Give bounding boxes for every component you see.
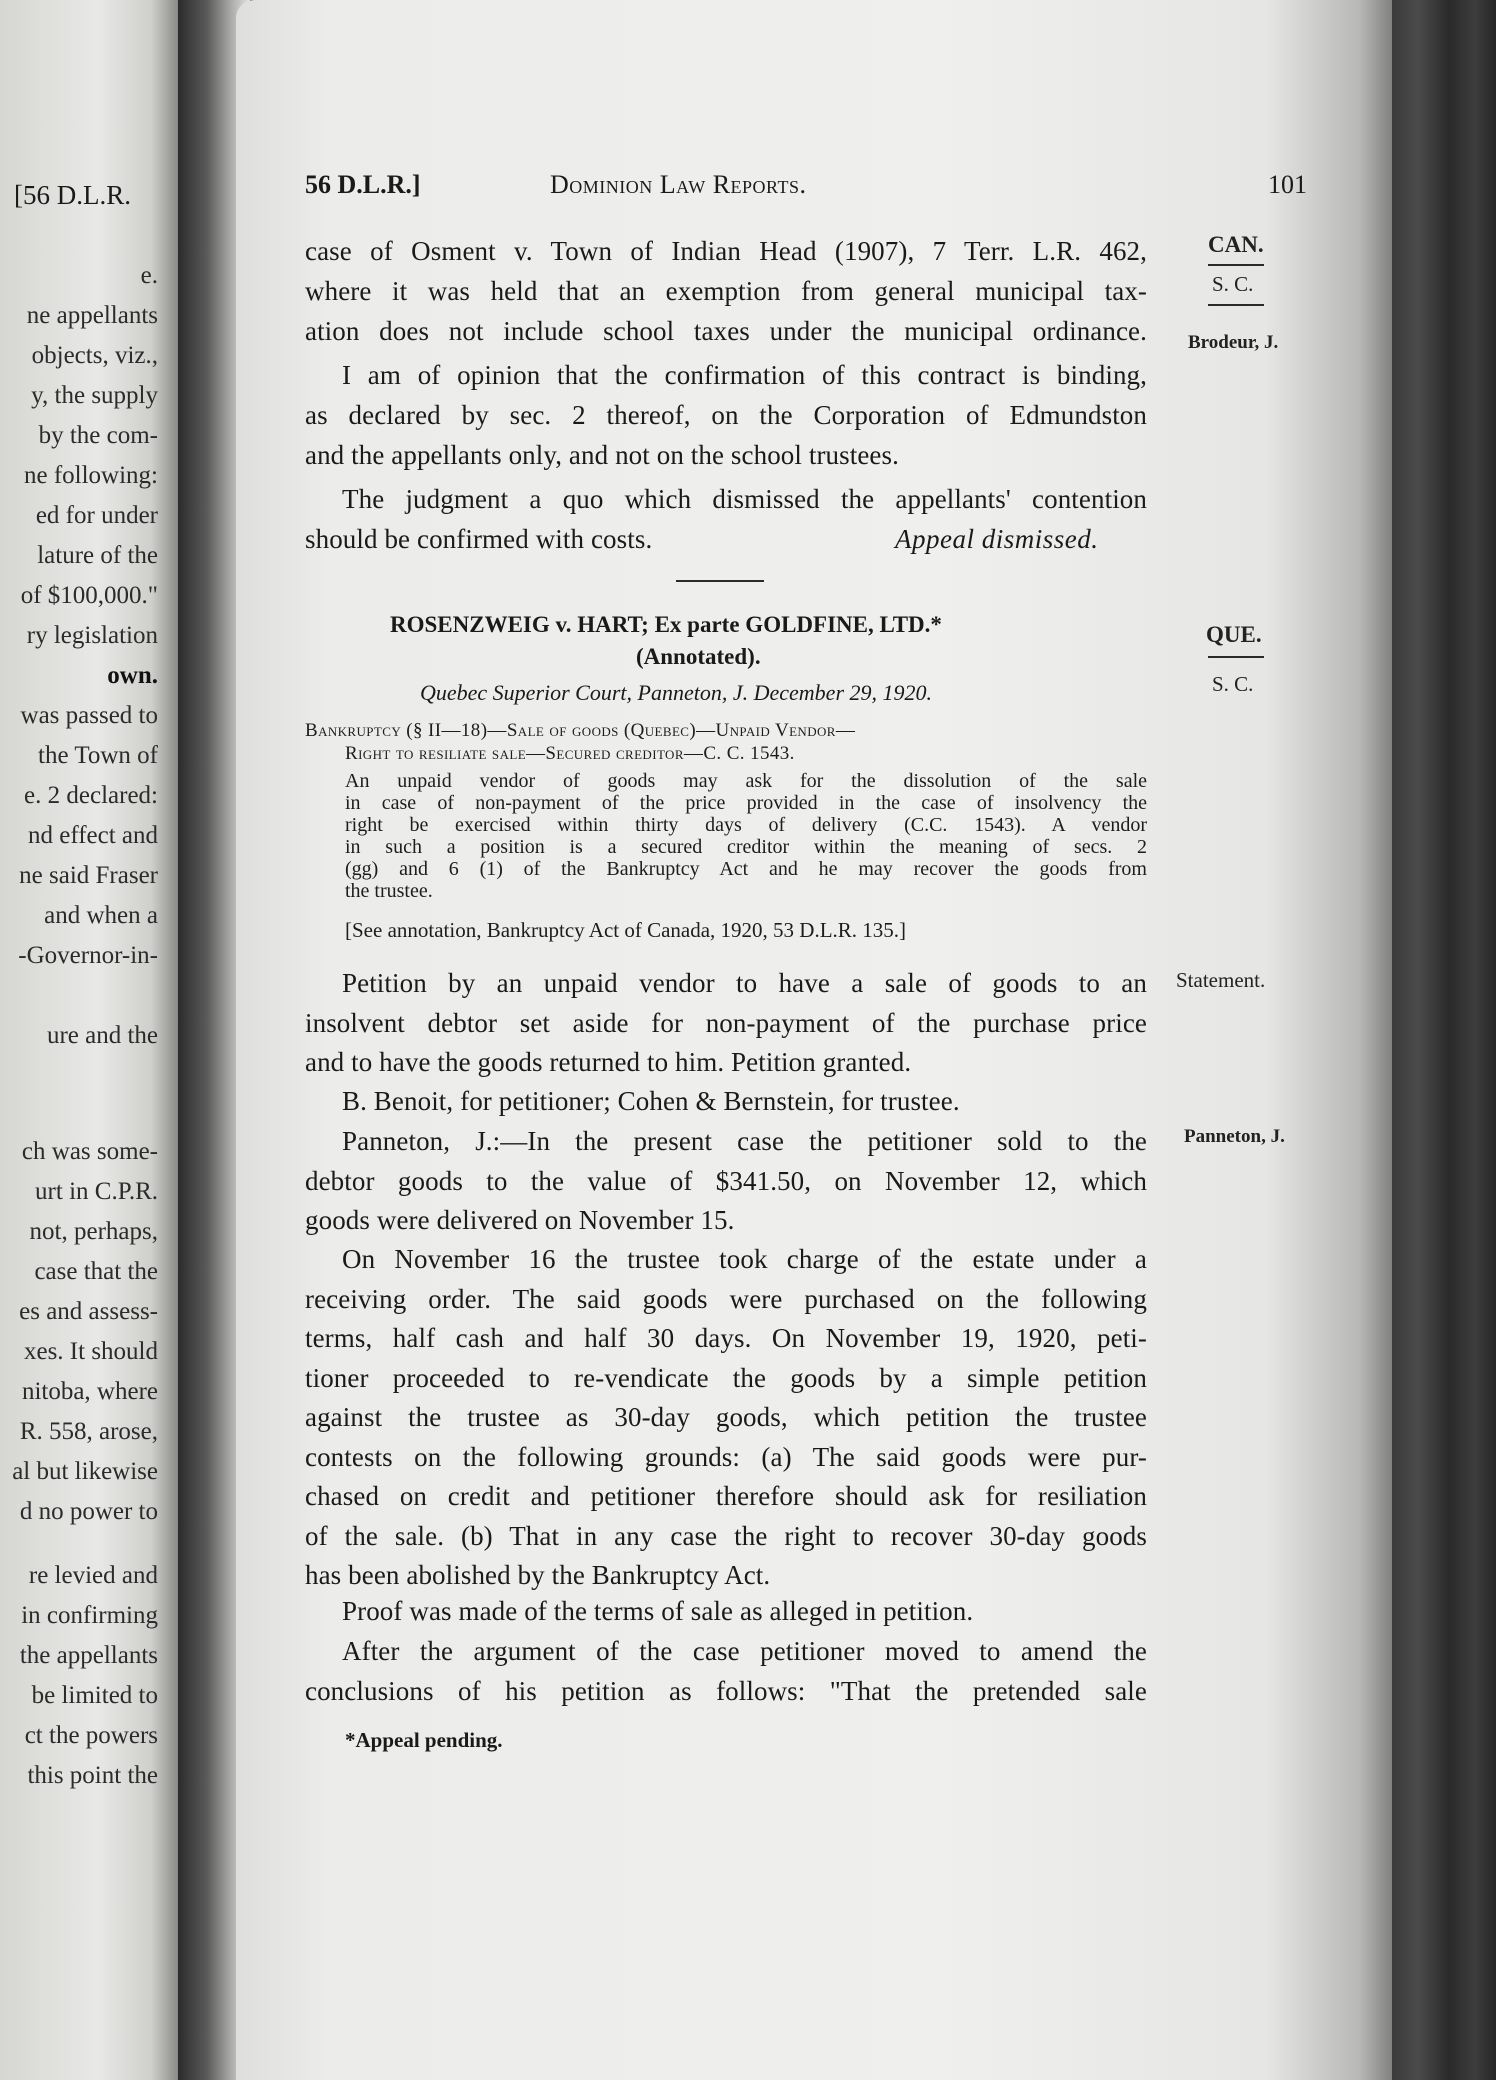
text-line: as declared by sec. 2 thereof, on the Corporation of Edmundston	[305, 400, 1147, 430]
left-page-line: in confirming	[21, 1602, 158, 1629]
left-page-line: be limited to	[31, 1682, 158, 1709]
text-line: On November 16 the trustee took charge of the estate under a	[342, 1244, 1147, 1274]
headnote-line: An unpaid vendor of goods may ask for the dissolution of the sale	[345, 770, 1147, 792]
margin-rule	[1208, 304, 1264, 306]
court-line: Quebec Superior Court, Panneton, J. December 29, 1920.	[420, 680, 933, 705]
headnote-line: the trustee.	[345, 880, 433, 902]
text-line: I am of opinion that the confirmation of this contract is binding,	[342, 360, 1147, 390]
left-page-line: this point the	[27, 1762, 158, 1789]
left-page-line: d no power to	[19, 1498, 158, 1525]
volume-reference: 56 D.L.R.]	[305, 170, 421, 199]
margin-court-que: QUE.	[1206, 622, 1262, 647]
text-line: The judgment a quo which dismissed the appellants' contention	[342, 484, 1147, 514]
left-page-fragment	[0, 0, 178, 2080]
text-line: tioner proceeded to re-vendicate the goods by a simple petition	[305, 1363, 1147, 1393]
text-line: chased on credit and petitioner therefore should ask for resiliation	[305, 1481, 1147, 1511]
left-page-line: e.	[140, 262, 158, 289]
footnote: *Appeal pending.	[345, 1728, 503, 1752]
left-page-line: not, perhaps,	[29, 1218, 158, 1245]
left-page-line: ure and the	[46, 1022, 158, 1049]
margin-statement: Statement.	[1176, 968, 1266, 992]
text-line: terms, half cash and half 30 days. On November 19, 1920, peti-	[305, 1323, 1147, 1353]
left-page-line: nitoba, where	[21, 1378, 158, 1405]
annotation-reference: [See annotation, Bankruptcy Act of Canada, 1920, 53 D.L.R. 135.]	[345, 918, 907, 942]
disposition: Appeal dismissed.	[895, 524, 1099, 554]
case-title: ROSENZWEIG v. HART; Ex parte GOLDFINE, LTD.*	[390, 612, 942, 637]
text-line: case of Osment v. Town of Indian Head (1907), 7 Terr. L.R. 462,	[305, 236, 1147, 266]
margin-court-sc-2: S. C.	[1212, 672, 1254, 696]
main-page	[236, 0, 1406, 2080]
left-page-line: urt in C.P.R.	[35, 1178, 158, 1205]
left-page-line: xes. It should	[23, 1338, 158, 1365]
left-page-line: the Town of	[38, 742, 158, 769]
left-page-line: es and assess-	[19, 1298, 158, 1325]
text-line: debtor goods to the value of $341.50, on November 12, which	[305, 1166, 1147, 1196]
text-line: of the sale. (b) That in any case the right to recover 30-day goods	[305, 1521, 1147, 1551]
left-page-line: -Governor-in-	[18, 942, 158, 969]
text-line: has been abolished by the Bankruptcy Act.	[305, 1560, 771, 1590]
margin-rule	[1208, 264, 1264, 266]
margin-rule	[1208, 656, 1264, 658]
headnote-topic: Right to resiliate sale—Secured creditor—C. C. 1543.	[345, 743, 795, 764]
headnote-topic: Bankruptcy (§ II—18)—Sale of goods (Quebec)—Unpaid Vendor—	[305, 720, 856, 741]
text-line: against the trustee as 30-day goods, which petition the trustee	[305, 1402, 1147, 1432]
left-page-line: re levied and	[28, 1562, 158, 1589]
left-page-line: ry legislation	[26, 622, 158, 649]
left-page-line: R. 558, arose,	[19, 1418, 158, 1445]
left-page-line: ne following:	[23, 462, 158, 489]
left-page-line: the appellants	[19, 1642, 158, 1669]
headnote-line: (gg) and 6 (1) of the Bankruptcy Act and he may recover the goods from	[345, 858, 1147, 880]
left-page-line: ne appellants	[26, 302, 158, 329]
page-edge-shadow	[1392, 0, 1496, 2080]
text-line: and the appellants only, and not on the school trustees.	[305, 440, 899, 470]
margin-court-can: CAN.	[1208, 232, 1264, 257]
left-page-line: case that the	[34, 1258, 158, 1285]
text-line: Proof was made of the terms of sale as alleged in petition.	[342, 1596, 974, 1626]
left-page-line: objects, viz.,	[31, 342, 158, 369]
left-page-line: by the com-	[38, 422, 158, 449]
text-line: should be confirmed with costs.	[305, 524, 653, 554]
left-page-line: ct the powers	[24, 1722, 158, 1749]
text-line: conclusions of his petition as follows: "That the pretended sale	[305, 1676, 1147, 1706]
headnote-line: right be exercised within thirty days of delivery (C.C. 1543). A vendor	[345, 814, 1147, 836]
text-line: Petition by an unpaid vendor to have a sale of goods to an	[342, 968, 1147, 998]
text-line: ation does not include school taxes under the municipal ordinance.	[305, 316, 1147, 346]
headnote-line: in such a position is a secured creditor within the meaning of secs. 2	[345, 836, 1147, 858]
left-page-line: own.	[107, 662, 158, 689]
left-page-line: ch was some-	[21, 1138, 158, 1165]
text-line: After the argument of the case petitioner moved to amend the	[342, 1636, 1147, 1666]
text-line: receiving order. The said goods were purchased on the following	[305, 1284, 1147, 1314]
text-line: and to have the goods returned to him. Petition granted.	[305, 1047, 912, 1077]
left-page-line: lature of the	[37, 542, 158, 569]
text-line: Panneton, J.:—In the present case the petitioner sold to the	[342, 1126, 1147, 1156]
left-page-header: [56 D.L.R.	[14, 180, 131, 210]
case-separator-rule	[676, 580, 764, 582]
headnote-line: in case of non-payment of the price provided in the case of insolvency the	[345, 792, 1147, 814]
margin-court-sc: S. C.	[1212, 272, 1254, 296]
left-page-line: y, the supply	[31, 382, 158, 409]
text-line: contests on the following grounds: (a) The said goods were pur-	[305, 1442, 1147, 1472]
left-page-line: al but likewise	[12, 1458, 158, 1485]
page-number: 101	[1268, 170, 1307, 199]
left-page-line: e. 2 declared:	[24, 782, 158, 809]
left-page-line: of $100,000."	[20, 582, 158, 609]
left-page-line: was passed to	[20, 702, 158, 729]
left-page-line: ed for under	[35, 502, 158, 529]
margin-judge-brodeur: Brodeur, J.	[1188, 332, 1279, 353]
left-page-line: nd effect and	[27, 822, 158, 849]
text-line: where it was held that an exemption from general municipal tax-	[305, 276, 1147, 306]
text-line: insolvent debtor set aside for non-payment of the purchase price	[305, 1008, 1147, 1038]
running-title: Dominion Law Reports.	[550, 170, 807, 199]
text-line: B. Benoit, for petitioner; Cohen & Bernstein, for trustee.	[342, 1086, 960, 1116]
margin-judge-panneton: Panneton, J.	[1184, 1126, 1285, 1147]
text-line: goods were delivered on November 15.	[305, 1205, 735, 1235]
left-page-line: ne said Fraser	[19, 862, 158, 889]
left-page-line: and when a	[44, 902, 158, 929]
case-title-annotated: (Annotated).	[636, 644, 761, 669]
